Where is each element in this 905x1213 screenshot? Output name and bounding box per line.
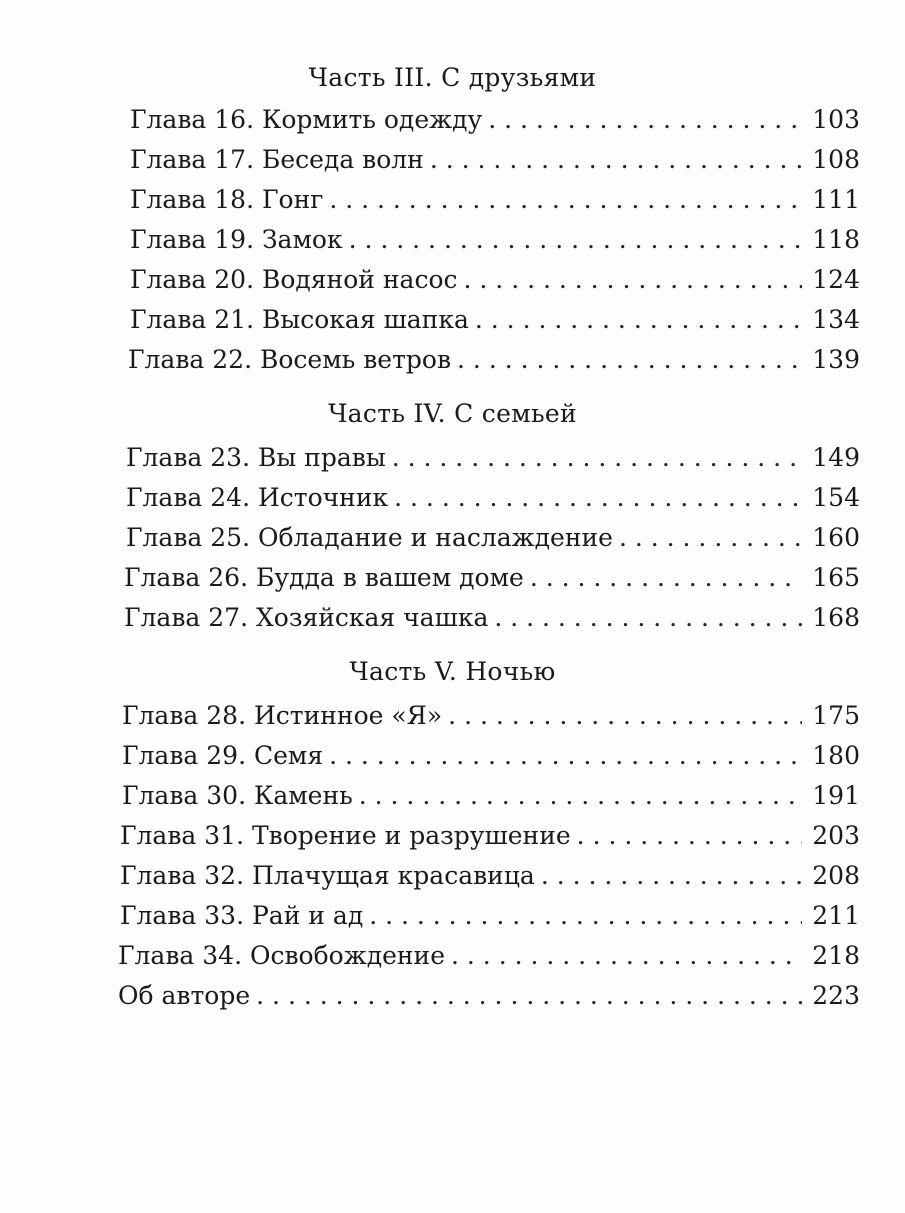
toc-entry[interactable] (118, 940, 860, 972)
page-number: 149 (812, 443, 860, 472)
dot-leader (619, 522, 802, 554)
dot-leader (541, 860, 802, 892)
chapter-title: Глава 34. Освобождение (118, 941, 446, 970)
dot-leader (488, 104, 802, 136)
chapter-title: Глава 25. Обладание и наслаждение (126, 523, 613, 552)
chapter-title: Глава 20. Водяной насос (130, 265, 458, 294)
dot-leader (369, 900, 802, 932)
dot-leader (349, 224, 802, 256)
dot-leader (494, 602, 802, 634)
page-number: 103 (812, 105, 860, 134)
toc-entry[interactable] (124, 562, 860, 594)
chapter-title: Глава 32. Плачущая красавица (120, 861, 535, 890)
page-number: 108 (812, 145, 860, 174)
chapter-title: Глава 21. Высокая шапка (130, 305, 469, 334)
page-number: 168 (812, 603, 860, 632)
page-number: 134 (812, 305, 860, 334)
page-number: 124 (812, 265, 860, 294)
chapter-title: Глава 31. Творение и разрушение (120, 821, 571, 850)
toc-entry-about-author[interactable] (118, 980, 860, 1012)
page-number: 218 (812, 941, 860, 970)
page-number: 223 (812, 981, 860, 1010)
dot-leader (577, 820, 802, 852)
dot-leader (451, 940, 802, 972)
chapter-title: Глава 27. Хозяйская чашка (124, 603, 489, 632)
toc-entry[interactable] (130, 304, 860, 336)
toc-entry[interactable] (130, 184, 860, 216)
chapter-title: Глава 33. Рай и ад (120, 901, 364, 930)
part-title: Часть III. С друзьями (308, 63, 597, 92)
part-title: Часть V. Ночью (349, 657, 556, 686)
page-number: 139 (812, 345, 860, 374)
page-number: 191 (812, 781, 860, 810)
dot-leader (359, 780, 802, 812)
toc-entry[interactable] (120, 820, 860, 852)
chapter-title: Глава 24. Источник (126, 483, 389, 512)
toc-entry[interactable] (130, 264, 860, 296)
dot-leader (448, 700, 802, 732)
page-number: 175 (812, 701, 860, 730)
toc-entry[interactable] (122, 780, 860, 812)
chapter-title: Глава 16. Кормить одежду (130, 105, 483, 134)
dot-leader (329, 184, 802, 216)
chapter-title: Глава 26. Будда в вашем доме (124, 563, 524, 592)
dot-leader (394, 482, 802, 514)
about-author-title: Об авторе (118, 981, 251, 1010)
chapter-title: Глава 18. Гонг (130, 185, 324, 214)
toc-entry[interactable] (122, 740, 860, 772)
toc-entry[interactable] (120, 900, 860, 932)
page-number: 208 (812, 861, 860, 890)
toc-entry[interactable] (126, 522, 860, 554)
page-number: 180 (812, 741, 860, 770)
dot-leader (430, 144, 802, 176)
toc-entry[interactable] (128, 344, 860, 376)
dot-leader (475, 304, 802, 336)
page-number: 154 (812, 483, 860, 512)
page-number: 211 (812, 901, 860, 930)
toc-entry[interactable] (126, 442, 860, 474)
page-number: 160 (812, 523, 860, 552)
page-number: 203 (812, 821, 860, 850)
page-number: 111 (812, 185, 860, 214)
toc-entry[interactable] (130, 144, 860, 176)
dot-leader (457, 344, 802, 376)
chapter-title: Глава 23. Вы правы (126, 443, 386, 472)
dot-leader (256, 980, 802, 1012)
toc-entry[interactable] (124, 602, 860, 634)
dot-leader (530, 562, 802, 594)
toc-entry[interactable] (126, 482, 860, 514)
toc-entry[interactable] (120, 860, 860, 892)
chapter-title: Глава 17. Беседа волн (130, 145, 424, 174)
chapter-title: Глава 29. Семя (122, 741, 324, 770)
chapter-title: Глава 28. Истинное «Я» (122, 701, 443, 730)
toc-entry[interactable] (130, 104, 860, 136)
part-title: Часть IV. С семьей (328, 399, 577, 428)
chapter-title: Глава 30. Камень (122, 781, 353, 810)
toc-entry[interactable] (122, 700, 860, 732)
dot-leader (464, 264, 802, 296)
dot-leader (329, 740, 802, 772)
page-number: 118 (812, 225, 860, 254)
chapter-title: Глава 22. Восемь ветров (128, 345, 452, 374)
toc-entry[interactable] (130, 224, 860, 256)
page-number: 165 (812, 563, 860, 592)
dot-leader (392, 442, 802, 474)
chapter-title: Глава 19. Замок (130, 225, 343, 254)
